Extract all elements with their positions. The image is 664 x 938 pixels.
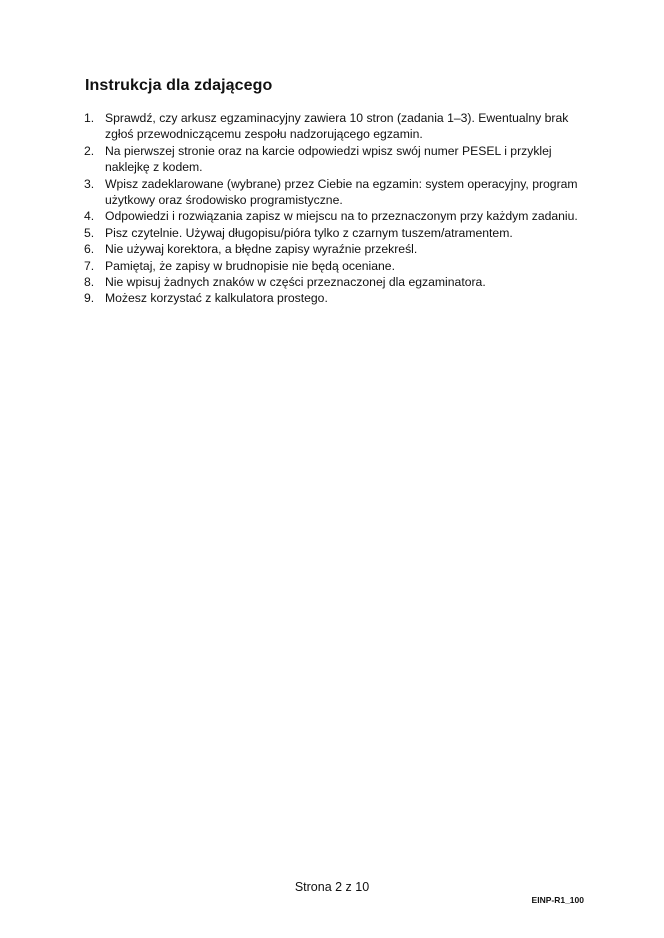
instruction-text: Możesz korzystać z kalkulatora prostego. [105, 291, 328, 306]
document-code: EINP-R1_100 [531, 895, 584, 905]
instruction-text: Nie wpisuj żadnych znaków w części przeznaczonej dla egzaminatora. [105, 275, 486, 290]
instruction-number: 4. [84, 209, 95, 224]
page-number: Strona 2 z 10 [294, 880, 370, 894]
instruction-number: 3. [84, 176, 95, 191]
instruction-number: 9. [84, 291, 95, 306]
instruction-text: Wpisz zadeklarowane (wybrane) przez Ciebie na egzamin: system operacyjny, program użytkowy oraz środowisko programistyczne. [105, 176, 578, 208]
instruction-item [84, 290, 584, 306]
instruction-item [84, 258, 584, 274]
instructions-heading: Instrukcja dla zdającego [85, 77, 273, 94]
instruction-text: Na pierwszej stronie oraz na karcie odpowiedzi wpisz swój numer PESEL i przyklej naklejkę z kodem. [105, 143, 552, 175]
instructions-list [84, 110, 584, 307]
instruction-number: 1. [84, 111, 95, 125]
instruction-number: 2. [84, 143, 95, 158]
instruction-text: Sprawdź, czy arkusz egzaminacyjny zawiera 10 stron (zadania 1–3). Ewentualny brak zgłoś przewodniczącemu zespołu nadzorującego egzamin. [105, 111, 569, 142]
instruction-text: Pamiętaj, że zapisy w brudnopisie nie będą oceniane. [105, 258, 395, 273]
instruction-number: 6. [84, 242, 95, 257]
instruction-item [84, 225, 584, 241]
instruction-item [84, 274, 584, 290]
instruction-text: Pisz czytelnie. Używaj długopisu/pióra tylko z czarnym tuszem/atramentem. [105, 225, 513, 240]
instruction-item [84, 143, 584, 176]
instruction-text: Odpowiedzi i rozwiązania zapisz w miejscu na to przeznaczonym przy każdym zadaniu. [105, 209, 578, 224]
instruction-item [84, 110, 584, 143]
instruction-item [84, 208, 584, 224]
instruction-item [84, 176, 584, 209]
instruction-number: 7. [84, 258, 95, 273]
instruction-number: 5. [84, 225, 95, 240]
instruction-text: Nie używaj korektora, a błędne zapisy wyraźnie przekreśl. [105, 242, 418, 257]
instruction-item [84, 241, 584, 257]
instruction-number: 8. [84, 275, 95, 290]
